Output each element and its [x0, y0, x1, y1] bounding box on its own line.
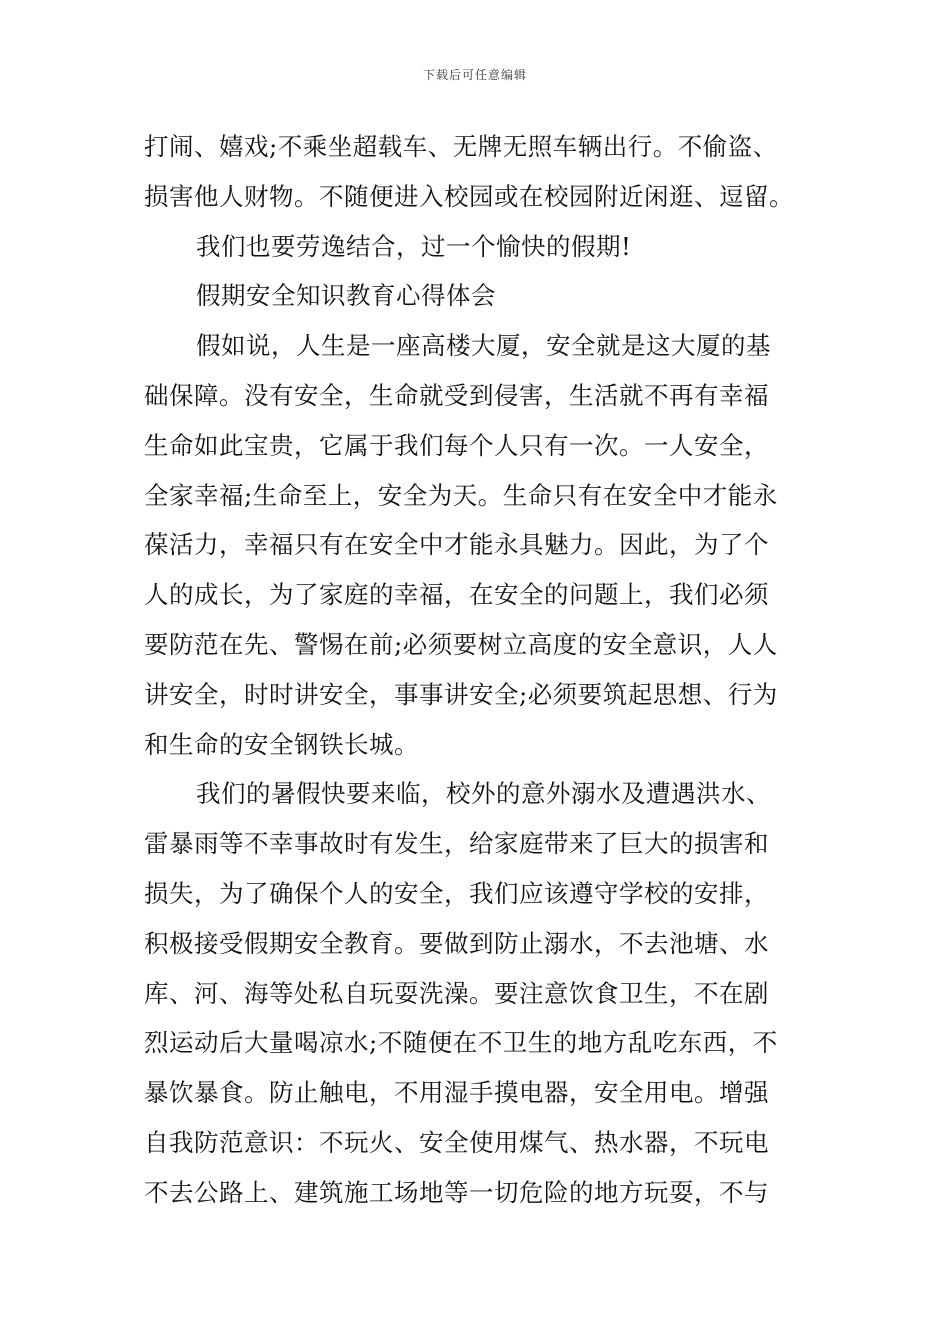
section-title: 假期安全知识教育心得体会 — [196, 281, 496, 311]
text-line: 我们也要劳逸结合，过一个愉快的假期! — [196, 231, 632, 261]
text-line: 库、河、海等处私自玩耍洗澡。要注意饮食卫生，不在剧 — [144, 978, 769, 1008]
text-line: 损失，为了确保个人的安全，我们应该遵守学校的安排， — [144, 878, 769, 908]
text-line: 暴饮暴食。防止触电，不用湿手摸电器，安全用电。增强 — [144, 1078, 769, 1108]
text-line: 打闹、嬉戏;不乘坐超载车、无牌无照车辆出行。不偷盗、 — [144, 132, 778, 161]
text-line: 全家幸福;生命至上，安全为天。生命只有在安全中才能永 — [144, 480, 778, 510]
text-line: 人的成长，为了家庭的幸福，在安全的问题上，我们必须 — [144, 580, 769, 610]
text-line: 积极接受假期安全教育。要做到防止溺水，不去池塘、水 — [144, 928, 769, 958]
text-line: 础保障。没有安全，生命就受到侵害，生活就不再有幸福 — [144, 380, 769, 410]
text-line: 和生命的安全钢铁长城。 — [144, 729, 419, 759]
text-line: 生命如此宝贵，它属于我们每个人只有一次。一人安全， — [144, 430, 769, 460]
document-body — [144, 122, 814, 1218]
text-line: 葆活力，幸福只有在安全中才能永具魅力。因此，为了个 — [144, 530, 769, 560]
header-note: 下载后可任意编辑 — [422, 68, 527, 82]
text-line: 损害他人财物。不随便进入校园或在校园附近闲逛、逗留。 — [144, 181, 794, 211]
text-line: 雷暴雨等不幸事故时有发生，给家庭带来了巨大的损害和 — [144, 829, 769, 859]
text-line: 要防范在先、警惕在前;必须要树立高度的安全意识，人人 — [144, 629, 778, 659]
text-line: 烈运动后大量喝凉水;不随便在不卫生的地方乱吃东西，不 — [144, 1028, 778, 1058]
text-line: 不去公路上、建筑施工场地等一切危险的地方玩耍，不与 — [144, 1177, 769, 1207]
text-line: 我们的暑假快要来临，校外的意外溺水及遭遇洪水、 — [196, 779, 771, 809]
text-line: 自我防范意识：不玩火、安全使用煤气、热水器，不玩电 — [144, 1127, 769, 1157]
text-line: 讲安全，时时讲安全，事事讲安全;必须要筑起思想、行为 — [144, 679, 778, 709]
text-line: 假如说，人生是一座高楼大厦，安全就是这大厦的基 — [196, 331, 771, 361]
